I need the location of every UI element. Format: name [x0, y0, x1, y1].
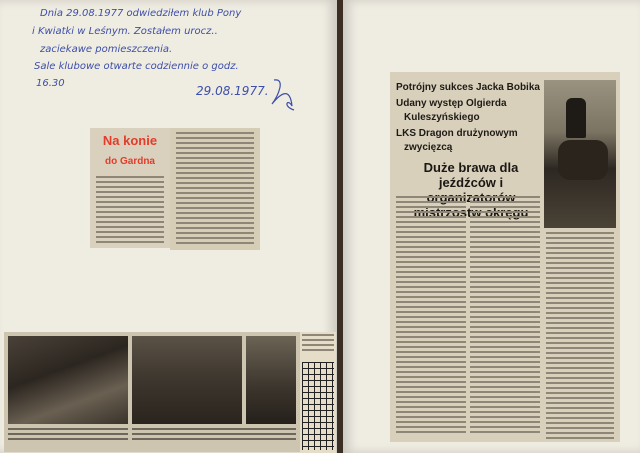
clipping-subtitle: do Gardna [104, 156, 155, 167]
clipping-text-column [176, 132, 254, 247]
headline-bullet-1: Potrójny sukces Jacka Bobika [396, 82, 540, 93]
newspaper-clipping-continuation [170, 128, 260, 250]
photo-riders-crowd [8, 336, 128, 424]
article-column-2 [470, 196, 540, 436]
photo-strip-clipping [4, 332, 300, 452]
photo-show-jumping [132, 336, 242, 424]
handwritten-time: 16.30 [36, 78, 65, 89]
clipping-title: Na konie [102, 133, 158, 148]
headline-bullet-2: Udany występ Olgierda [396, 98, 507, 109]
article-column-1 [396, 196, 466, 436]
handwritten-date: 29.08.1977. [196, 84, 269, 98]
signature-icon [268, 76, 298, 112]
headline-bullet-3-cont: zwycięzcą [404, 142, 453, 153]
crossword-fragment [300, 332, 336, 453]
handwritten-line-4: Sale klubowe otwarte codziennie o godz. [34, 61, 239, 72]
headline-bullet-2-cont: Kuleszyńskiego [404, 112, 480, 123]
handwritten-line-3: zaciekawe pomieszczenia. [40, 44, 173, 55]
headline-bullet-3: LKS Dragon drużynowym [396, 128, 518, 139]
photo-rider-on-horse [544, 80, 616, 228]
newspaper-clipping-na-konie [90, 128, 170, 248]
article-column-3 [546, 232, 614, 442]
crossword-grid [302, 362, 334, 450]
handwritten-line-1: Dnia 29.08.1977 odwiedziłem klub Pony [40, 8, 242, 19]
newspaper-clipping-duze-brawa [390, 72, 620, 442]
clipping-headline: Duże brawa dla jeźdźców i [423, 160, 519, 190]
photo-caption [132, 428, 296, 450]
photo-horse-rider [246, 336, 296, 424]
clipping-text-column [96, 176, 164, 246]
photo-caption [8, 428, 128, 450]
handwritten-line-2: i Kwiatki w Leśnym. Zostałem urocz.. [32, 26, 218, 37]
